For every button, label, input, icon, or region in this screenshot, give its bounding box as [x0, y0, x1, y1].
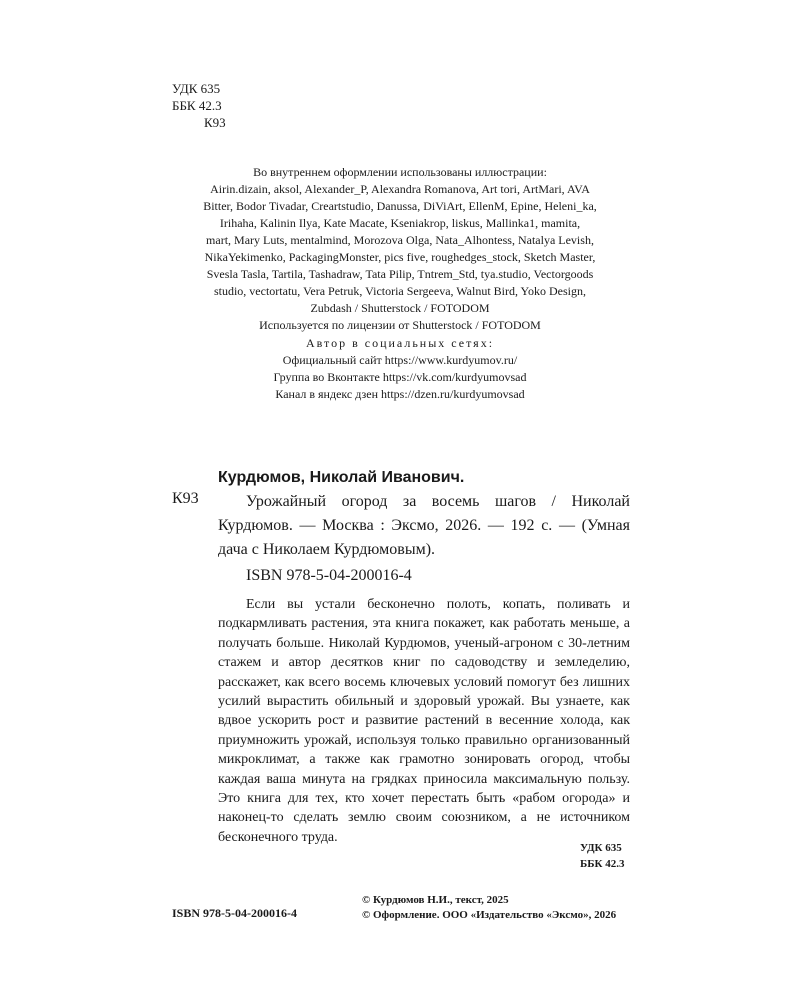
author-mark: К93 [204, 115, 226, 130]
vk-group-link: Группа во Вконтакте https://vk.com/kurdyumovsad [273, 370, 527, 384]
copyright-design: © Оформление. ООО «Издательство «Эксмо», 2026 [362, 909, 617, 921]
footer-bbk: ББК 42.3 [580, 858, 625, 870]
bib-record-text: Урожайный огород за восемь шагов / Николай Курдюмов. — Москва : Эксмо, 2026. — 192 с. — (Умная дача с Николаем Курдюмовым). [218, 493, 630, 558]
illustrations-credits [170, 164, 630, 334]
credit-line: Airin.dizain, aksol, Alexander_P, Alexandra Romanova, Art tori, ArtMari, AVA [210, 182, 590, 196]
social-links [170, 335, 630, 403]
footer-classification [580, 840, 628, 872]
license-line: Используется по лицензии от Shutterstock / FOTODOM [259, 318, 541, 332]
credit-line: mart, Mary Luts, mentalmind, Morozova Olga, Nata_Alhontess, Natalya Levish, [206, 233, 594, 247]
credit-line: NikaYekimenko, PackagingMonster, pics five, roughedges_stock, Sketch Master, [204, 250, 596, 264]
credit-line: studio, vectortatu, Vera Petruk, Victoria Sergeeva, Walnut Bird, Yoko Design, [213, 284, 587, 298]
udk-code: УДК 635 [172, 81, 221, 96]
bbk-code: ББК 42.3 [172, 98, 222, 113]
copyright-text: © Курдюмов Н.И., текст, 2025 [362, 894, 509, 906]
footer-udk: УДК 635 [580, 842, 622, 854]
credit-line: Zubdash / Shutterstock / FOTODOM [310, 301, 490, 315]
dzen-channel-link: Канал в яндекс дзен https://dzen.ru/kurdyumovsad [275, 387, 525, 401]
annotation [218, 595, 630, 847]
official-site-link: Официальный сайт https://www.kurdyumov.ru/ [282, 353, 518, 367]
illustrations-heading: Во внутреннем оформлении использованы иллюстрации: [253, 165, 547, 179]
credit-line: Irihaha, Kalinin Ilya, Kate Macate, Kseniakrop, liskus, Mallinka1, mamita, [219, 216, 581, 230]
credit-line: Bitter, Bodor Tivadar, Creartstudio, Danussa, DiViArt, EllenM, Epine, Heleni_ka, [203, 199, 597, 213]
bib-author: Курдюмов, Николай Иванович. [218, 469, 465, 486]
classification-block [172, 80, 226, 131]
annotation-text: Если вы устали бесконечно полоть, копать, поливать и подкармливать растения, эта книга покажет, как работать меньше, а получать больше. Николай Курдюмов, ученый-агроном с 30-летним стажем и автор десятков книг по садоводству и земледелию, расскажет, как всего восемь ключевых условий помогут без лишних усилий вырастить обильный и здоровый урожай. Вы узнаете, как вдвое ускорить рост и развитие растений в весенние холода, как приумножить урожай, используя только правильно организованный микроклимат, а также как грамотно зонировать огород, чтобы каждая ваша минута на грядках приносила максимальную пользу. Это книга для тех, кто хочет перестать быть «рабом огорода» и наконец-то сделать землю своим союзником, а не источником бесконечного труда. [218, 597, 630, 845]
social-heading: Автор в социальных сетях: [305, 336, 495, 350]
bib-code: К93 [172, 490, 199, 507]
credit-line: Svesla Tasla, Tartila, Tashadraw, Tata Pilip, Tntrem_Std, tya.studio, Vectorgoods [206, 267, 594, 281]
bib-isbn: ISBN 978-5-04-200016-4 [246, 567, 412, 584]
footer-isbn: ISBN 978-5-04-200016-4 [172, 906, 297, 920]
copyright-block [362, 893, 616, 923]
bib-record [218, 490, 630, 562]
